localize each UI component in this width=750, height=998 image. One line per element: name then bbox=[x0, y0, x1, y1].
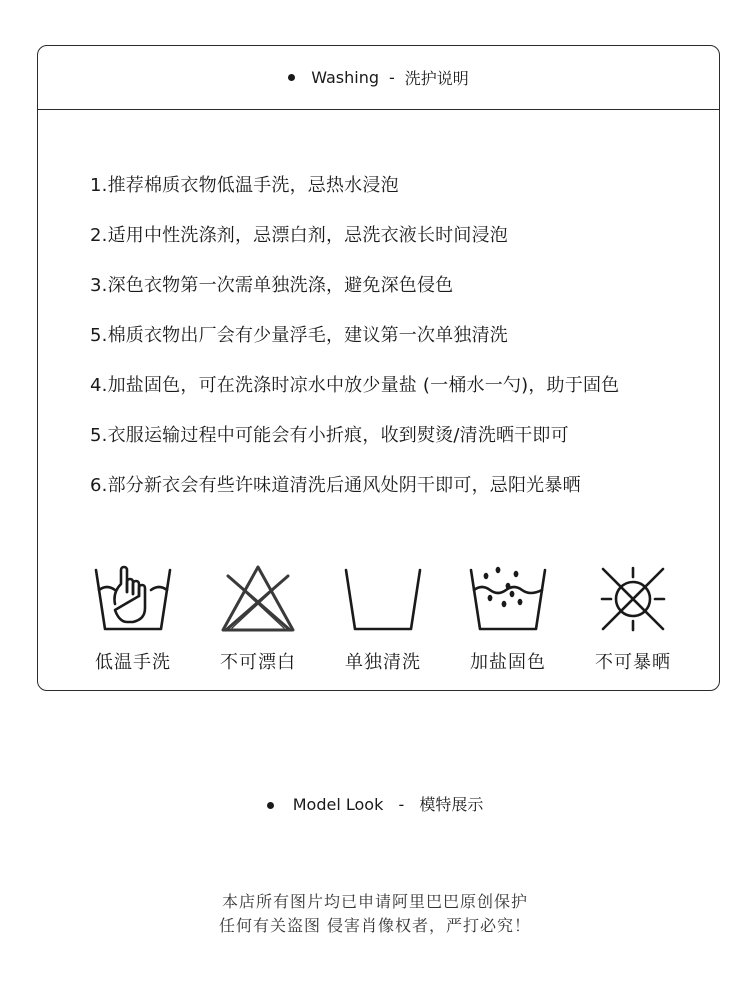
copyright-line-2: 任何有关盗图 侵害肖像权者，严打必究！ bbox=[218, 916, 532, 935]
symbol-label: 加盐固色 bbox=[470, 652, 546, 673]
washing-rules-list bbox=[90, 174, 619, 524]
care-symbol-salt-tub bbox=[458, 564, 558, 674]
title-separator: - bbox=[389, 68, 395, 87]
washing-title: Washing bbox=[311, 68, 380, 87]
rule-item: 1.推荐棉质衣物低温手洗，忌热水浸泡 bbox=[90, 175, 399, 196]
washing-title-cn: 洗护说明 bbox=[404, 69, 469, 88]
care-symbol-no-sun-dry bbox=[583, 564, 683, 674]
symbol-label: 低温手洗 bbox=[95, 652, 171, 673]
copyright-notice bbox=[0, 890, 750, 938]
title-separator: - bbox=[398, 795, 405, 814]
rule-item: 3.深色衣物第一次需单独洗涤，避免深色侵色 bbox=[90, 275, 454, 296]
salt-tub-icon bbox=[468, 564, 548, 634]
bullet-dot bbox=[288, 74, 295, 81]
rule-item: 5.棉质衣物出厂会有少量浮毛，建议第一次单独清洗 bbox=[90, 325, 508, 346]
bullet-dot bbox=[267, 802, 274, 809]
symbol-label: 单独清洗 bbox=[345, 652, 421, 673]
care-symbol-hand-wash bbox=[83, 564, 183, 674]
rule-item: 5.衣服运输过程中可能会有小折痕，收到熨烫/清洗晒干即可 bbox=[90, 425, 569, 446]
no-sun-dry-icon bbox=[593, 564, 673, 634]
symbol-label: 不可漂白 bbox=[220, 652, 296, 673]
wash-tub-icon bbox=[343, 564, 423, 634]
care-symbol-wash-tub bbox=[333, 564, 433, 674]
no-bleach-icon bbox=[218, 564, 298, 634]
hand-wash-icon bbox=[93, 564, 173, 634]
model-look-title-cn: 模特展示 bbox=[419, 795, 484, 814]
rule-item: 2.适用中性洗涤剂，忌漂白剂，忌洗衣液长时间浸泡 bbox=[90, 225, 508, 246]
washing-card bbox=[37, 45, 720, 691]
care-symbol-no-bleach bbox=[208, 564, 308, 674]
washing-card-header bbox=[38, 46, 719, 110]
symbol-label: 不可暴晒 bbox=[595, 652, 671, 673]
model-look-heading bbox=[0, 792, 750, 815]
care-symbols bbox=[38, 564, 719, 674]
rule-item: 4.加盐固色，可在洗涤时凉水中放少量盐 (一桶水一勺)，助于固色 bbox=[90, 375, 620, 396]
copyright-line-1: 本店所有图片均已申请阿里巴巴原创保护 bbox=[221, 892, 528, 911]
model-look-title: Model Look bbox=[292, 795, 384, 814]
rule-item: 6.部分新衣会有些许味道清洗后通风处阴干即可，忌阳光暴晒 bbox=[90, 475, 581, 496]
